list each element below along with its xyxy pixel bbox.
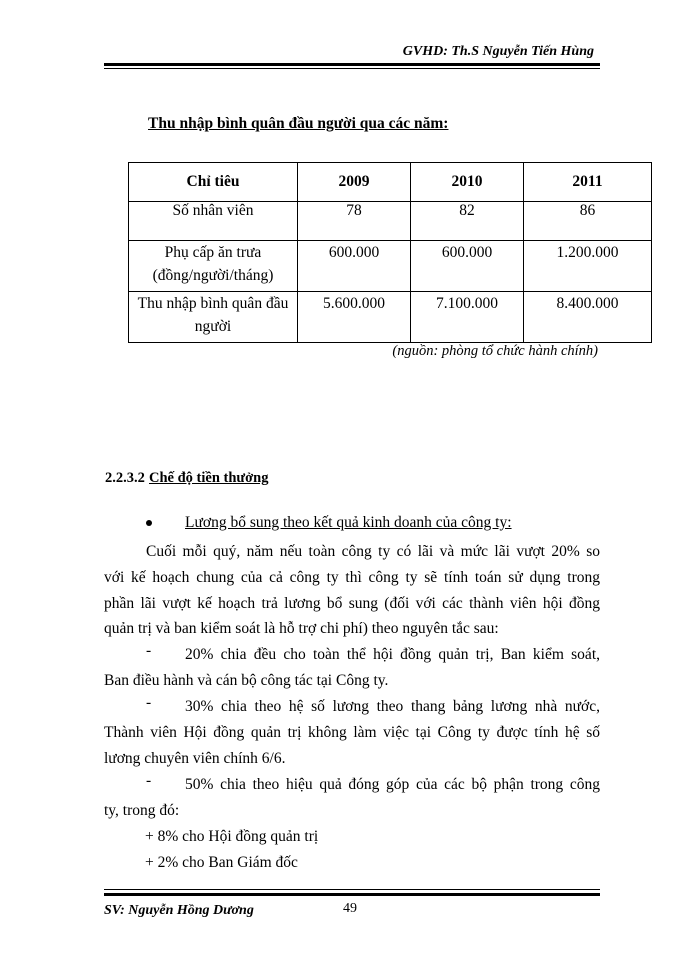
table-cell: 7.100.000 bbox=[411, 292, 524, 343]
table-header-row bbox=[129, 163, 652, 202]
table-cell: 5.600.000 bbox=[298, 292, 411, 343]
table-header-cell: Chỉ tiêu bbox=[129, 163, 298, 202]
table-cell: 600.000 bbox=[298, 241, 411, 292]
header-supervisor: GVHD: Th.S Nguyễn Tiến Hùng bbox=[402, 44, 594, 59]
table-cell-label-line: Phụ cấp ăn trưa bbox=[164, 244, 262, 261]
list-item bbox=[104, 642, 600, 694]
header-rule-thin bbox=[104, 68, 600, 69]
list-item-line: 30% chia theo hệ số lương theo thang bảng lương nhà nước, bbox=[185, 698, 600, 715]
list-item-line: 50% chia theo hiệu quả đóng góp của các bộ phận trong công bbox=[185, 776, 600, 793]
dash-marker: - bbox=[146, 694, 152, 711]
table-header-cell: 2011 bbox=[524, 163, 652, 202]
table-cell-label-line: Thu nhập bình quân đầu bbox=[137, 295, 289, 312]
income-table bbox=[128, 162, 652, 343]
paragraph-line: với kế hoạch chung của cả công ty thì công ty sẽ tính toán sử dụng trong bbox=[104, 568, 600, 586]
bullet-dot-icon bbox=[146, 520, 152, 526]
paragraph-line: Cuối mỗi quý, năm nếu toàn công ty có lãi và mức lãi vượt 20% so bbox=[146, 543, 600, 560]
table-cell: 600.000 bbox=[411, 241, 524, 292]
header-rule-thick bbox=[104, 63, 600, 66]
table-cell-label-line: người bbox=[194, 318, 232, 335]
paragraph-line: phần lãi vượt kế hoạch trả lương bổ sung (đối với các thành viên hội đồng bbox=[104, 594, 600, 612]
list-item-line: Thành viên Hội đồng quản trị không làm việc tại Công ty được tính hệ số bbox=[104, 723, 600, 741]
page-number: 49 bbox=[343, 901, 357, 916]
table-row bbox=[129, 241, 652, 292]
section-heading bbox=[105, 470, 268, 487]
table-header-cell: 2010 bbox=[411, 163, 524, 202]
dash-marker: - bbox=[146, 642, 152, 659]
table-cell: 82 bbox=[411, 202, 524, 241]
table-header-cell: 2009 bbox=[298, 163, 411, 202]
footer-rule-thick bbox=[104, 893, 600, 896]
sub-item: + 2% cho Ban Giám đốc bbox=[145, 854, 298, 871]
table-cell: 1.200.000 bbox=[524, 241, 652, 292]
footer-rule-thin bbox=[104, 889, 600, 890]
table-cell-label bbox=[129, 292, 298, 343]
dash-marker: - bbox=[146, 772, 152, 789]
table-cell: 8.400.000 bbox=[524, 292, 652, 343]
table-cell: 78 bbox=[298, 202, 411, 241]
list-item-line: Ban điều hành và cán bộ công tác tại Công ty. bbox=[104, 671, 389, 689]
list-item-line: ty, trong đó: bbox=[104, 801, 180, 819]
sub-item: + 8% cho Hội đồng quản trị bbox=[145, 828, 319, 845]
table-cell-label bbox=[129, 241, 298, 292]
table-source-note: (nguồn: phòng tổ chức hành chính) bbox=[392, 343, 598, 359]
table-title: Thu nhập bình quân đầu người qua các năm: bbox=[148, 115, 449, 132]
table-cell: 86 bbox=[524, 202, 652, 241]
section-number: 2.2.3.2 bbox=[105, 470, 145, 486]
table-row bbox=[129, 292, 652, 343]
list-item-line: 20% chia đều cho toàn thể hội đồng quản trị, Ban kiểm soát, bbox=[185, 646, 600, 663]
table-row bbox=[129, 202, 652, 241]
paragraph-line: quản trị và ban kiểm soát là hỗ trợ chi phí) theo nguyên tắc sau: bbox=[104, 620, 499, 638]
footer-student: SV: Nguyễn Hồng Dương bbox=[104, 903, 254, 918]
paragraph bbox=[104, 539, 600, 642]
table-cell-label: Số nhân viên bbox=[129, 202, 298, 241]
table-cell-label-line: (đồng/người/tháng) bbox=[152, 267, 274, 284]
section-title: Chế độ tiền thưởng bbox=[149, 470, 269, 486]
list-item bbox=[104, 772, 600, 824]
bullet-heading: Lương bổ sung theo kết quả kinh doanh của công ty: bbox=[185, 514, 512, 531]
list-item-line: lương chuyên viên chính 6/6. bbox=[104, 749, 286, 767]
list-item bbox=[104, 694, 600, 771]
